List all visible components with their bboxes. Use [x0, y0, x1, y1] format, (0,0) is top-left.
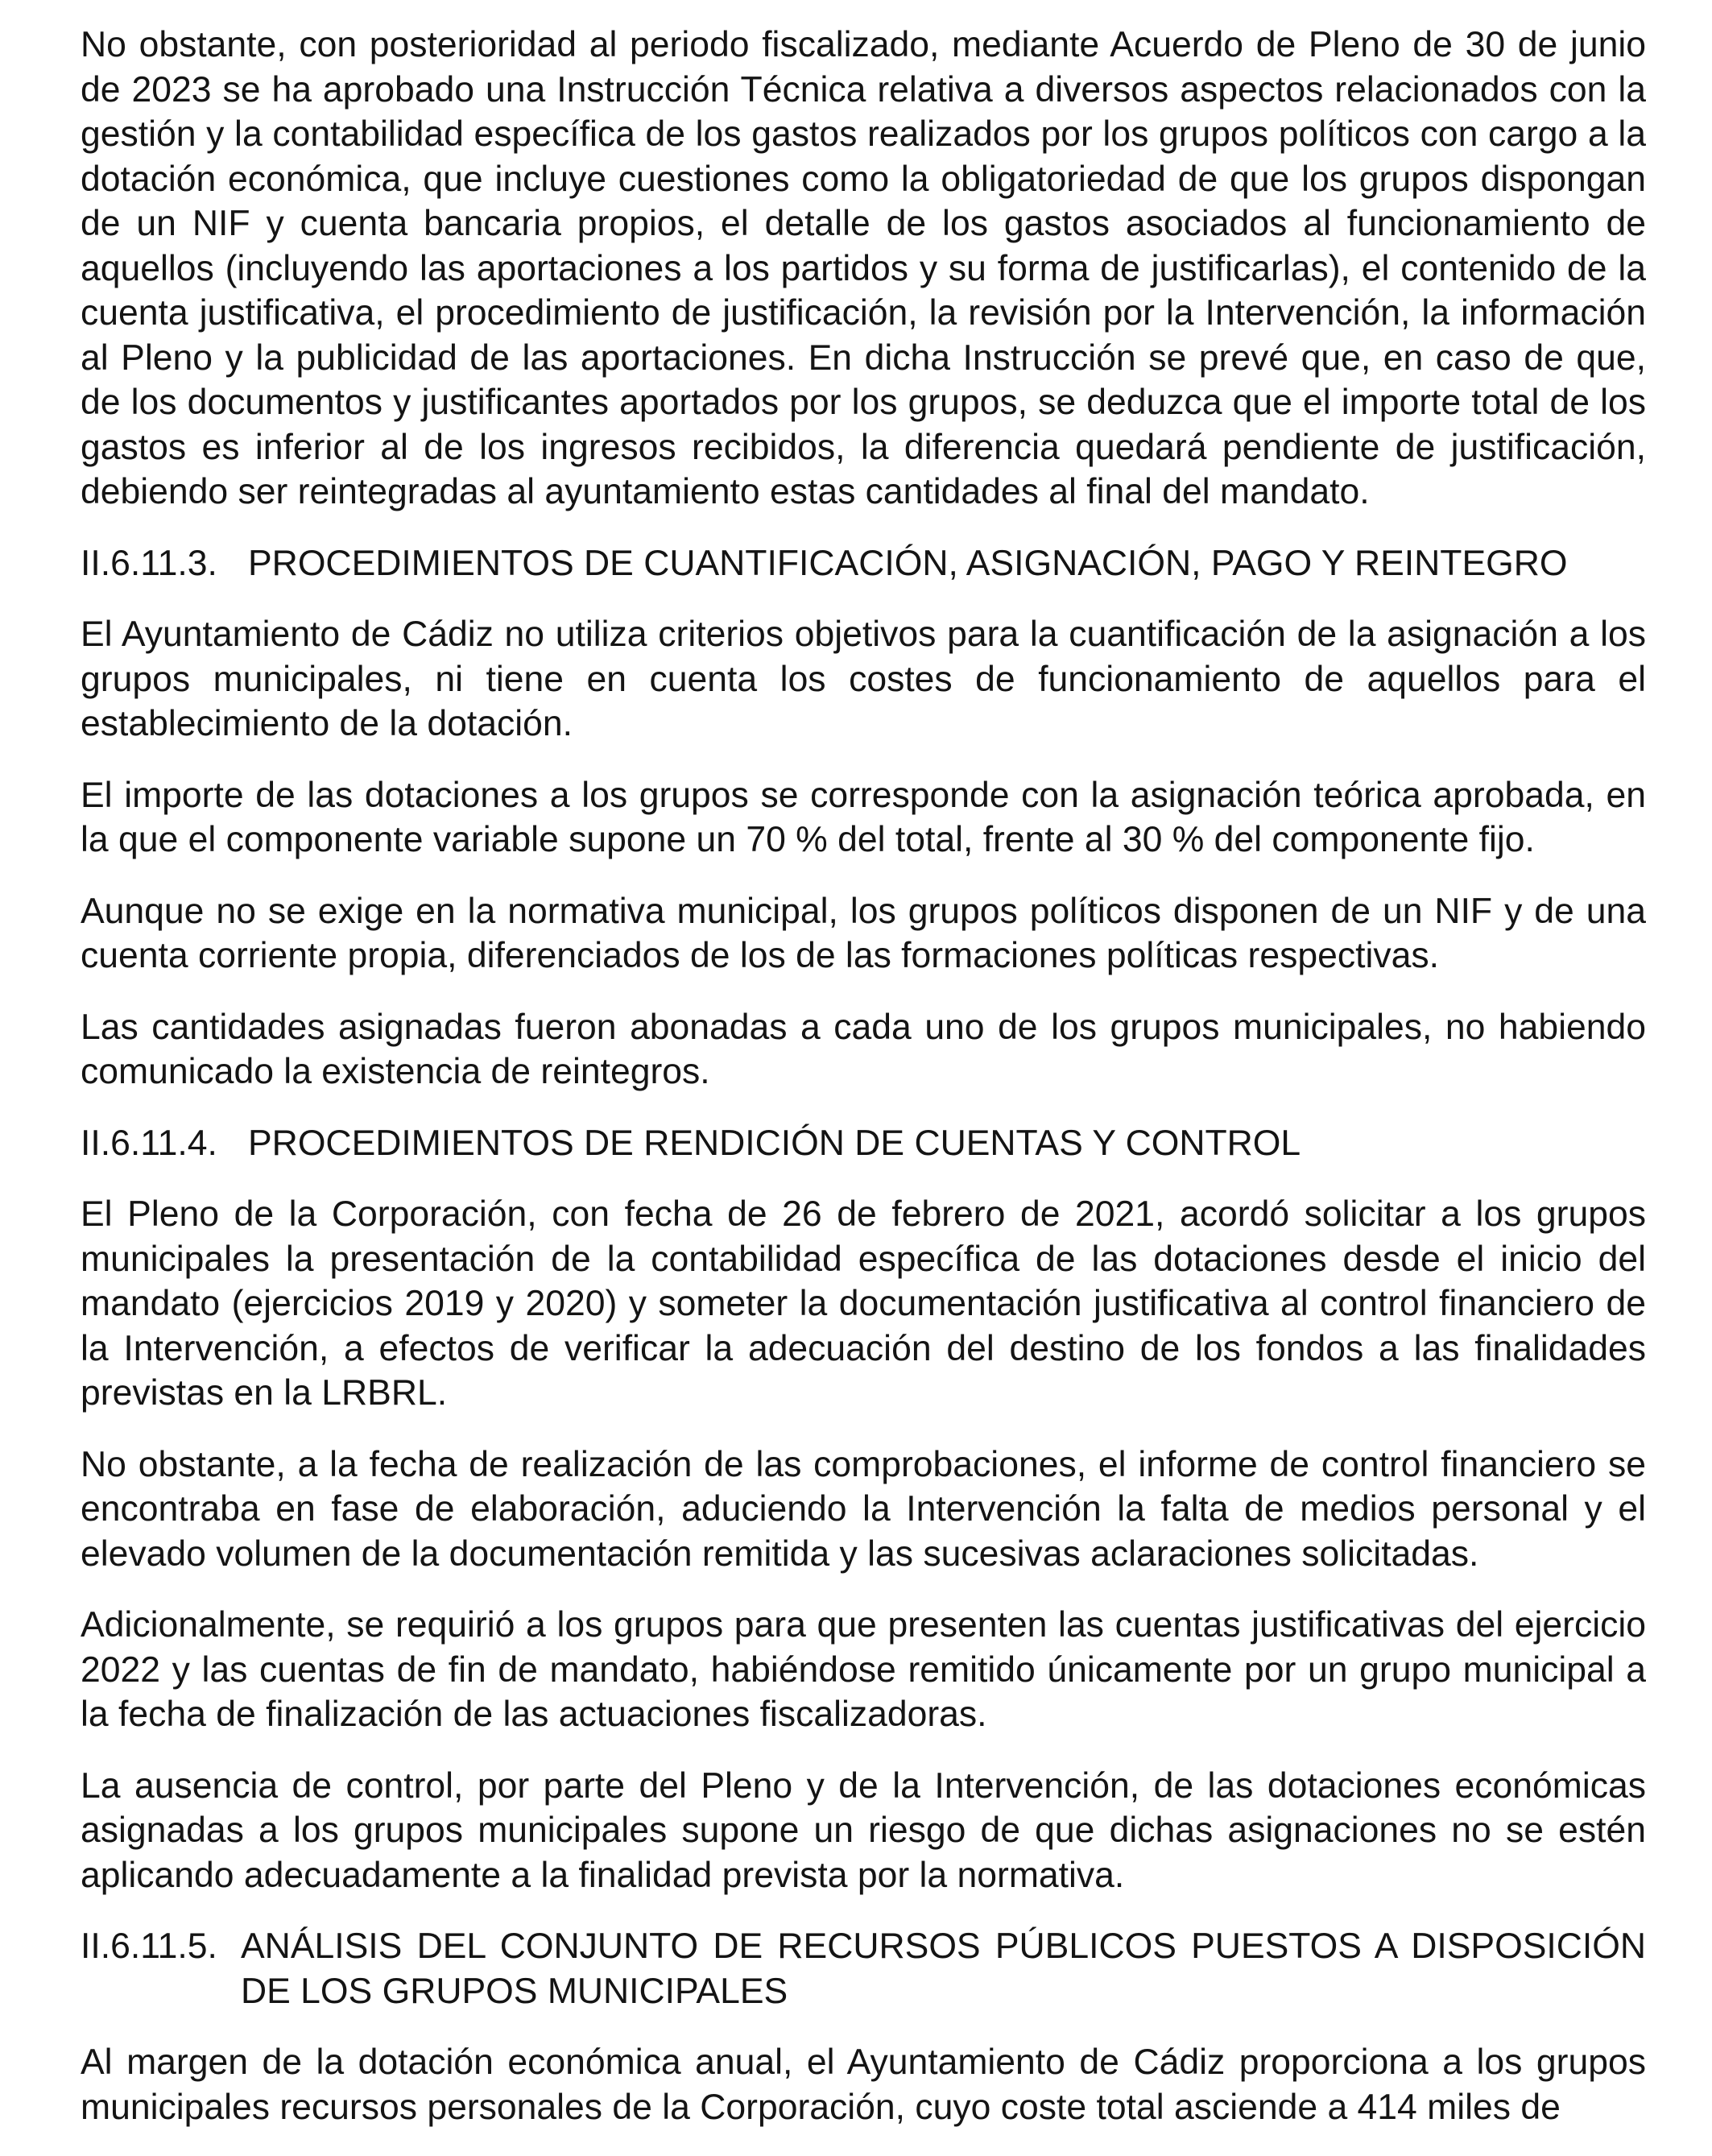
body-paragraph: No obstante, a la fecha de realización de las comprobaciones, el informe de control financiero se encontraba en fase de elaboración, aduciendo la Intervención la falta de medios personal y el elevado volumen de la documentación remitida y las sucesivas aclaraciones solicitadas.	[81, 1444, 1646, 1574]
section-title: PROCEDIMIENTOS DE RENDICIÓN DE CUENTAS Y CONTROL	[248, 1123, 1301, 1163]
body-paragraph: Las cantidades asignadas fueron abonadas a cada uno de los grupos municipales, no habiendo comunicado la existencia de reintegros.	[81, 1007, 1646, 1091]
section-heading-4	[81, 1121, 1646, 1166]
body-paragraph: Al margen de la dotación económica anual, el Ayuntamiento de Cádiz proporciona a los grupos municipales recursos personales de la Corporación, cuyo coste total asciende a 414 miles de	[81, 2042, 1646, 2127]
section-heading-3	[81, 541, 1646, 586]
section-title: ANÁLISIS DEL CONJUNTO DE RECURSOS PÚBLICOS PUESTOS A DISPOSICIÓN DE LOS GRUPOS MUNICIPALES	[241, 1926, 1646, 2011]
section-number: II.6.11.3.	[81, 543, 217, 583]
body-paragraph: El Ayuntamiento de Cádiz no utiliza criterios objetivos para la cuantificación de la asignación a los grupos municipales, ni tiene en cuenta los costes de funcionamiento de aquellos para el establecimiento de la dotación.	[81, 615, 1646, 743]
body-paragraph: El importe de las dotaciones a los grupos se corresponde con la asignación teórica aprobada, en la que el componente variable supone un 70 % del total, frente al 30 % del componente fijo.	[81, 775, 1646, 859]
body-paragraph: Adicionalmente, se requirió a los grupos para que presenten las cuentas justificativas del ejercicio 2022 y las cuentas de fin de mandato, habiéndose remitido únicamente por un grupo municipal a la fecha de finalización de las actuaciones fiscalizadoras.	[81, 1605, 1646, 1734]
body-paragraph: La ausencia de control, por parte del Pleno y de la Intervención, de las dotaciones económicas asignadas a los grupos municipales supone un riesgo de que dichas asignaciones no se estén aplicando adecuadamente a la finalidad prevista por la normativa.	[81, 1765, 1646, 1895]
section-number: II.6.11.4.	[81, 1123, 217, 1163]
body-paragraph: El Pleno de la Corporación, con fecha de 26 de febrero de 2021, acordó solicitar a los grupos municipales la presentación de la contabilidad específica de las dotaciones desde el inicio del mandato (ejercicios 2019 y 2020) y someter la documentación justificativa al control financiero de la Intervención, a efectos de verificar la adecuación del destino de los fondos a las finalidades previstas en la LRBRL.	[81, 1194, 1646, 1413]
section-title: PROCEDIMIENTOS DE CUANTIFICACIÓN, ASIGNACIÓN, PAGO Y REINTEGRO	[248, 543, 1568, 583]
section-number: II.6.11.5.	[81, 1926, 217, 1966]
document-page	[81, 23, 1646, 2156]
section-heading-5	[81, 1924, 1646, 2013]
body-paragraph: Aunque no se exige en la normativa municipal, los grupos políticos disponen de un NIF y de una cuenta corriente propia, diferenciados de los de las formaciones políticas respectivas.	[81, 891, 1646, 975]
intro-paragraph: No obstante, con posterioridad al periodo fiscalizado, mediante Acuerdo de Pleno de 30 de junio de 2023 se ha aprobado una Instrucción Técnica relativa a diversos aspectos relacionados con la gestión y la contabilidad específica de los gastos realizados por los grupos políticos con cargo a la dotación económica, que incluye cuestiones como la obligatoriedad de que los grupos dispongan de un NIF y cuenta bancaria propios, el detalle de los gastos asociados al funcionamiento de aquellos (incluyendo las aportaciones a los partidos y su forma de justificarlas), el contenido de la cuenta justificativa, el procedimiento de justificación, la revisión por la Intervención, la información al Pleno y la publicidad de las aportaciones. En dicha Instrucción se prevé que, en caso de que, de los documentos y justificantes aportados por los grupos, se deduzca que el importe total de los gastos es inferior al de los ingresos recibidos, la diferencia quedará pendiente de justificación, debiendo ser reintegradas al ayuntamiento estas cantidades al final del mandato.	[81, 25, 1646, 511]
